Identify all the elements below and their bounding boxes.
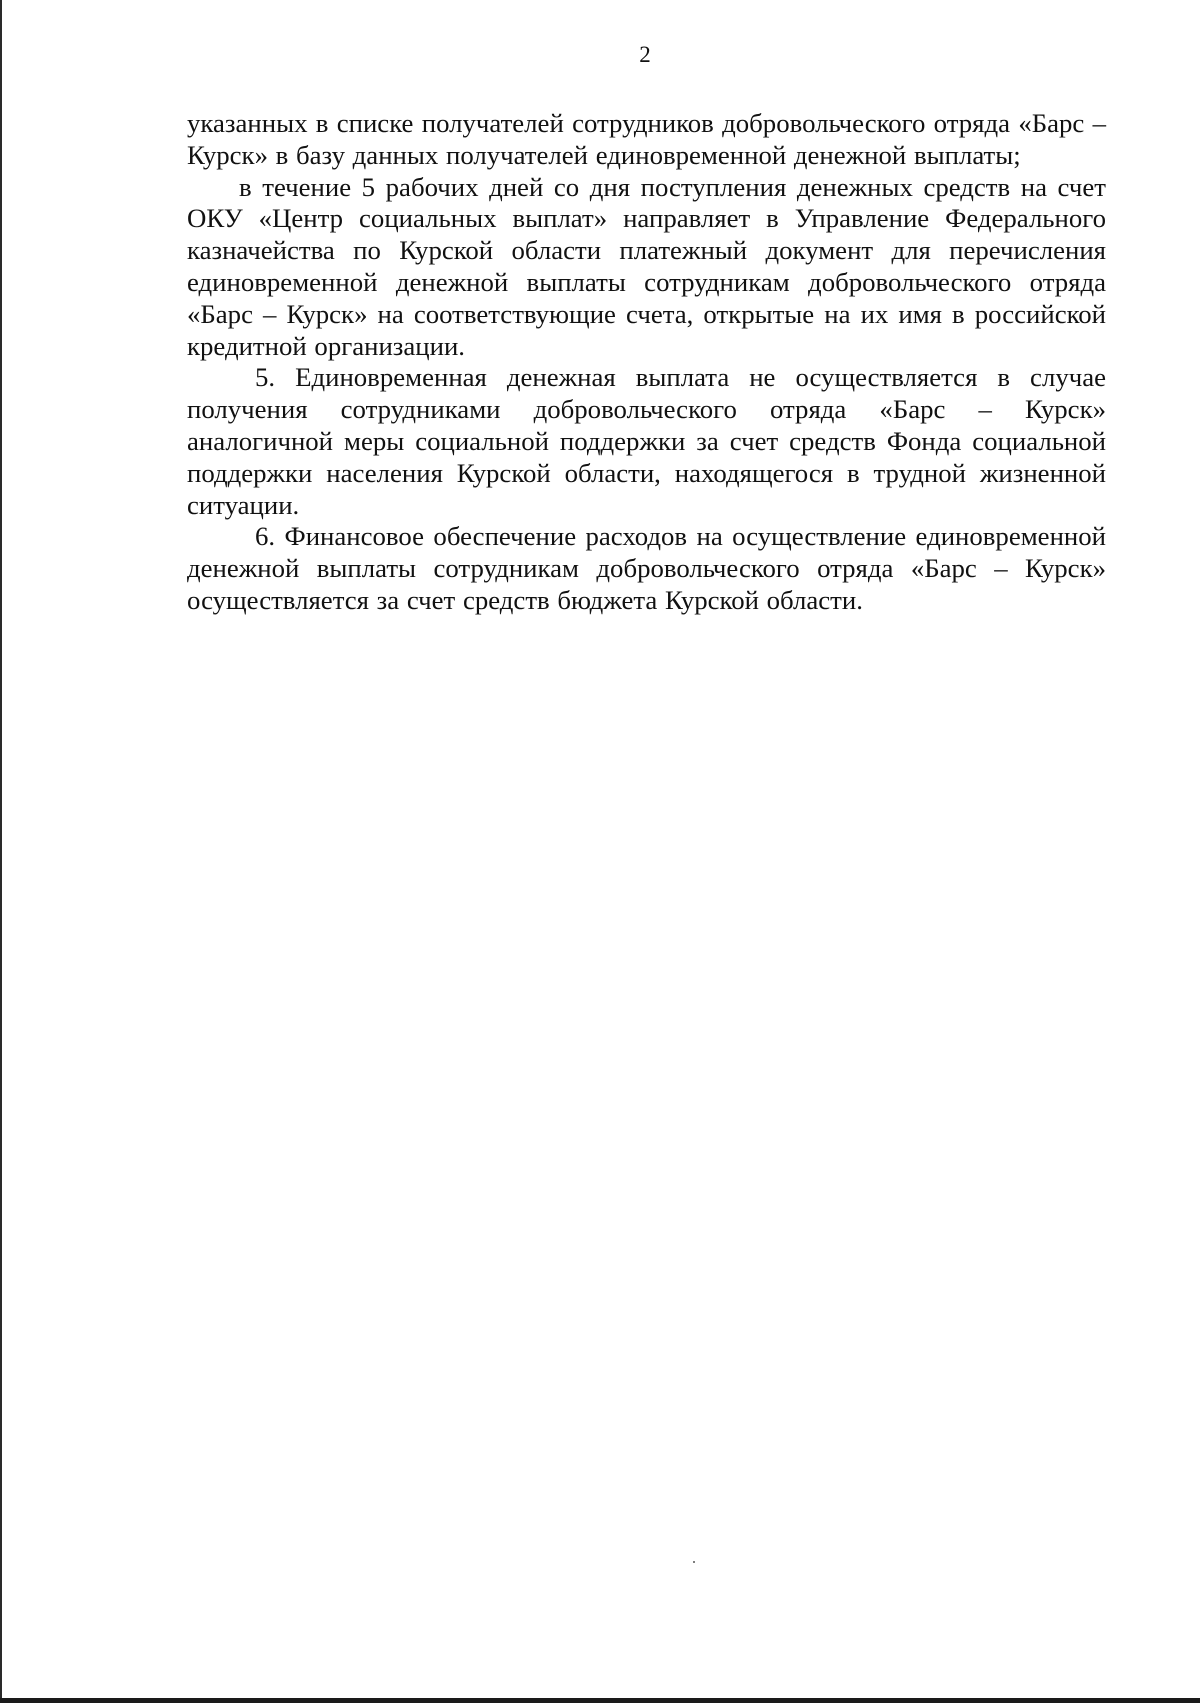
page-number: 2 (639, 42, 651, 67)
document-body (187, 108, 1106, 617)
paragraph-payment-transfer: в течение 5 рабочих дней со дня поступления денежных средств на счет ОКУ «Центр социальных выплат» направляет в Управление Федерального казначейства по Курской области платежный документ для перечисления единовременной денежной выплаты сотрудникам добровольческого отряда «Барс – Курск» на соответствующие счета, открытые на их имя в российской кредитной организации. (187, 171, 1106, 361)
paragraph-item-5: 5. Единовременная денежная выплата не осуществляется в случае получения сотрудниками добровольческого отряда «Барс – Курск» аналогичной меры социальной поддержки за счет средств Фонда социальной поддержки населения Курской области, находящегося в трудной жизненной ситуации. (187, 362, 1106, 520)
scan-bottom-edge (0, 1698, 1200, 1703)
scan-left-edge (0, 0, 2, 1703)
paragraph-item-6: 6. Финансовое обеспечение расходов на осуществление единовременной денежной выплаты сотрудникам добровольческого отряда «Барс – Курск» осуществляется за счет средств бюджета Курской области. (187, 521, 1106, 615)
scan-speck (693, 1561, 695, 1563)
paragraph-continuation: указанных в списке получателей сотрудников добровольческого отряда «Барс – Курск» в базу данных получателей единовременной денежной выплаты; (187, 108, 1106, 170)
